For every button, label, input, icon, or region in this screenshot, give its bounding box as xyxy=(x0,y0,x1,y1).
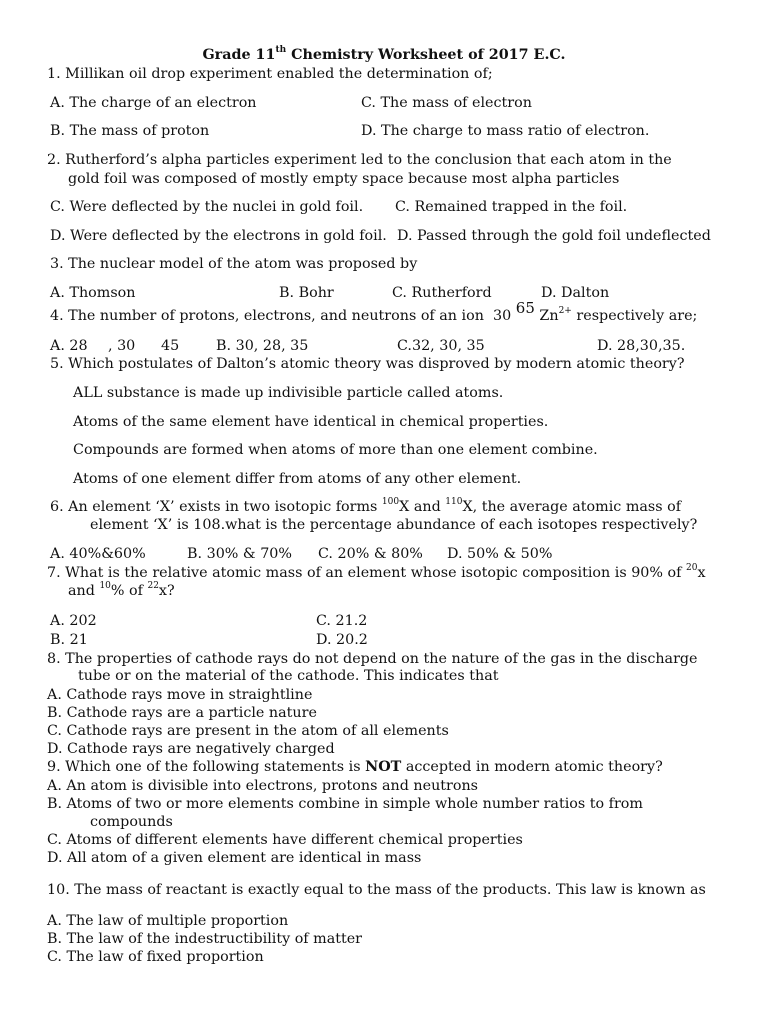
q5-option-1: ALL substance is made up indivisible particle called atoms. xyxy=(73,385,504,401)
q4-element-symbol: Zn xyxy=(539,308,559,324)
q8-option-b: B. Cathode rays are a particle nature xyxy=(47,705,317,721)
q6-stem-line1 xyxy=(50,498,681,516)
q6-stem-text-end: X, the average atomic mass of xyxy=(462,499,682,515)
q6-isotope1-mass: 100 xyxy=(381,497,400,508)
q6-stem-text: 6. An element ‘X’ exists in two isotopic forms xyxy=(50,499,382,515)
q9-option-a: A. An atom is divisible into electrons, protons and neutrons xyxy=(47,778,479,794)
q7-stem-line2 xyxy=(68,582,175,600)
q4-atomic-number: 30 xyxy=(493,308,512,324)
q6-option-c: C. 20% & 80% xyxy=(318,546,423,562)
q2-option-c1: C. Were deflected by the nuclei in gold foil. xyxy=(50,199,364,215)
q3-option-a: A. Thomson xyxy=(50,285,136,301)
q2-option-c2: C. Remained trapped in the foil. xyxy=(395,199,628,215)
q5-option-2: Atoms of the same element have identical in chemical properties. xyxy=(73,414,549,430)
q3-option-b: B. Bohr xyxy=(279,285,334,301)
q2-option-d1: D. Were deflected by the electrons in gold foil. xyxy=(50,228,387,244)
q4-option-b: B. 30, 28, 35 xyxy=(216,338,309,354)
q1-option-c: C. The mass of electron xyxy=(361,95,532,111)
q4-option-c: C.32, 30, 35 xyxy=(397,338,485,354)
q4-option-d: D. 28,30,35. xyxy=(597,338,686,354)
title-text-end: Chemistry Worksheet of 2017 E.C. xyxy=(286,47,566,63)
q1-option-b: B. The mass of proton xyxy=(50,123,210,139)
q6-isotope1-symbol: X and xyxy=(399,499,446,515)
q9-option-b-cont: compounds xyxy=(90,814,173,830)
q7-line2-mid: % of xyxy=(110,583,148,599)
q9-option-b: B. Atoms of two or more elements combine in simple whole number ratios to from xyxy=(47,796,643,812)
q8-option-a: A. Cathode rays move in straightline xyxy=(47,687,313,703)
q8-stem-line1: 8. The properties of cathode rays do not depend on the nature of the gas in the discharge xyxy=(47,651,698,667)
q10-option-c: C. The law of fixed proportion xyxy=(47,949,264,965)
q6-option-a: A. 40%&60% xyxy=(50,546,146,562)
q6-isotope2-mass: 110 xyxy=(445,497,463,508)
q9-stem-text: 9. Which one of the following statements is xyxy=(47,759,366,775)
q4-stem-text: 4. The number of protons, electrons, and neutrons of an ion xyxy=(50,308,484,324)
q6-option-d: D. 50% & 50% xyxy=(447,546,553,562)
q7-stem-text: 7. What is the relative atomic mass of an element whose isotopic composition is 90% of xyxy=(47,565,686,581)
q7-percent-superscript: 10 xyxy=(99,581,111,592)
q3-option-d: D. Dalton xyxy=(541,285,610,301)
q8-stem-line2: tube or on the material of the cathode. This indicates that xyxy=(78,668,499,684)
q5-option-3: Compounds are formed when atoms of more than one element combine. xyxy=(73,442,598,458)
q7-line2-text: and xyxy=(68,583,100,599)
q2-option-d2: D. Passed through the gold foil undeflected xyxy=(397,228,711,244)
q2-stem-line2: gold foil was composed of mostly empty space because most alpha particles xyxy=(68,171,620,187)
q4-option-a3: 45 xyxy=(161,338,180,354)
q10-option-a: A. The law of multiple proportion xyxy=(47,913,289,929)
worksheet-title xyxy=(0,46,768,64)
q7-isotope1-mass: 20 xyxy=(685,563,698,574)
q4-stem-end: respectively are; xyxy=(571,308,698,324)
q5-option-4: Atoms of one element differ from atoms of any other element. xyxy=(73,471,522,487)
q2-stem-line1: 2. Rutherford’s alpha particles experiment led to the conclusion that each atom in the xyxy=(47,152,672,168)
q7-option-c: C. 21.2 xyxy=(316,613,368,629)
title-superscript: th xyxy=(275,45,287,56)
q4-option-a1: A. 28 xyxy=(50,338,88,354)
q8-option-d: D. Cathode rays are negatively charged xyxy=(47,741,335,757)
q8-option-c: C. Cathode rays are present in the atom of all elements xyxy=(47,723,449,739)
q3-option-c: C. Rutherford xyxy=(392,285,492,301)
q9-option-c: C. Atoms of different elements have different chemical properties xyxy=(47,832,523,848)
q6-stem-line2: element ‘X’ is 108.what is the percentage abundance of each isotopes respectively? xyxy=(90,517,698,533)
q5-stem: 5. Which postulates of Dalton’s atomic theory was disproved by modern atomic theory? xyxy=(50,356,685,372)
q9-not-emphasis: NOT xyxy=(365,759,402,775)
q7-isotope2-mass: 22 xyxy=(147,581,159,592)
q6-option-b: B. 30% & 70% xyxy=(187,546,292,562)
q3-stem: 3. The nuclear model of the atom was proposed by xyxy=(50,256,418,272)
q1-option-d: D. The charge to mass ratio of electron. xyxy=(361,123,650,139)
q10-option-b: B. The law of the indestructibility of matter xyxy=(47,931,363,947)
q4-mass-number: 65 xyxy=(515,299,535,318)
q7-option-d: D. 20.2 xyxy=(316,632,368,648)
q1-option-a: A. The charge of an electron xyxy=(50,95,257,111)
q1-stem: 1. Millikan oil drop experiment enabled the determination of; xyxy=(47,66,493,82)
q7-isotope1-symbol: x xyxy=(697,565,706,581)
q9-stem-end: accepted in modern atomic theory? xyxy=(401,759,663,775)
q4-ion-charge: 2+ xyxy=(558,306,572,317)
q9-option-d: D. All atom of a given element are identical in mass xyxy=(47,850,422,866)
q7-option-b: B. 21 xyxy=(50,632,88,648)
q7-line2-end: x? xyxy=(158,583,175,599)
q4-stem xyxy=(50,299,698,325)
q10-stem: 10. The mass of reactant is exactly equal to the mass of the products. This law is known as xyxy=(47,882,706,898)
title-text: Grade 11 xyxy=(202,47,276,63)
q9-stem xyxy=(47,758,663,776)
q7-option-a: A. 202 xyxy=(50,613,97,629)
q4-option-a2: , 30 xyxy=(108,338,136,354)
q7-stem-line1 xyxy=(47,564,706,582)
